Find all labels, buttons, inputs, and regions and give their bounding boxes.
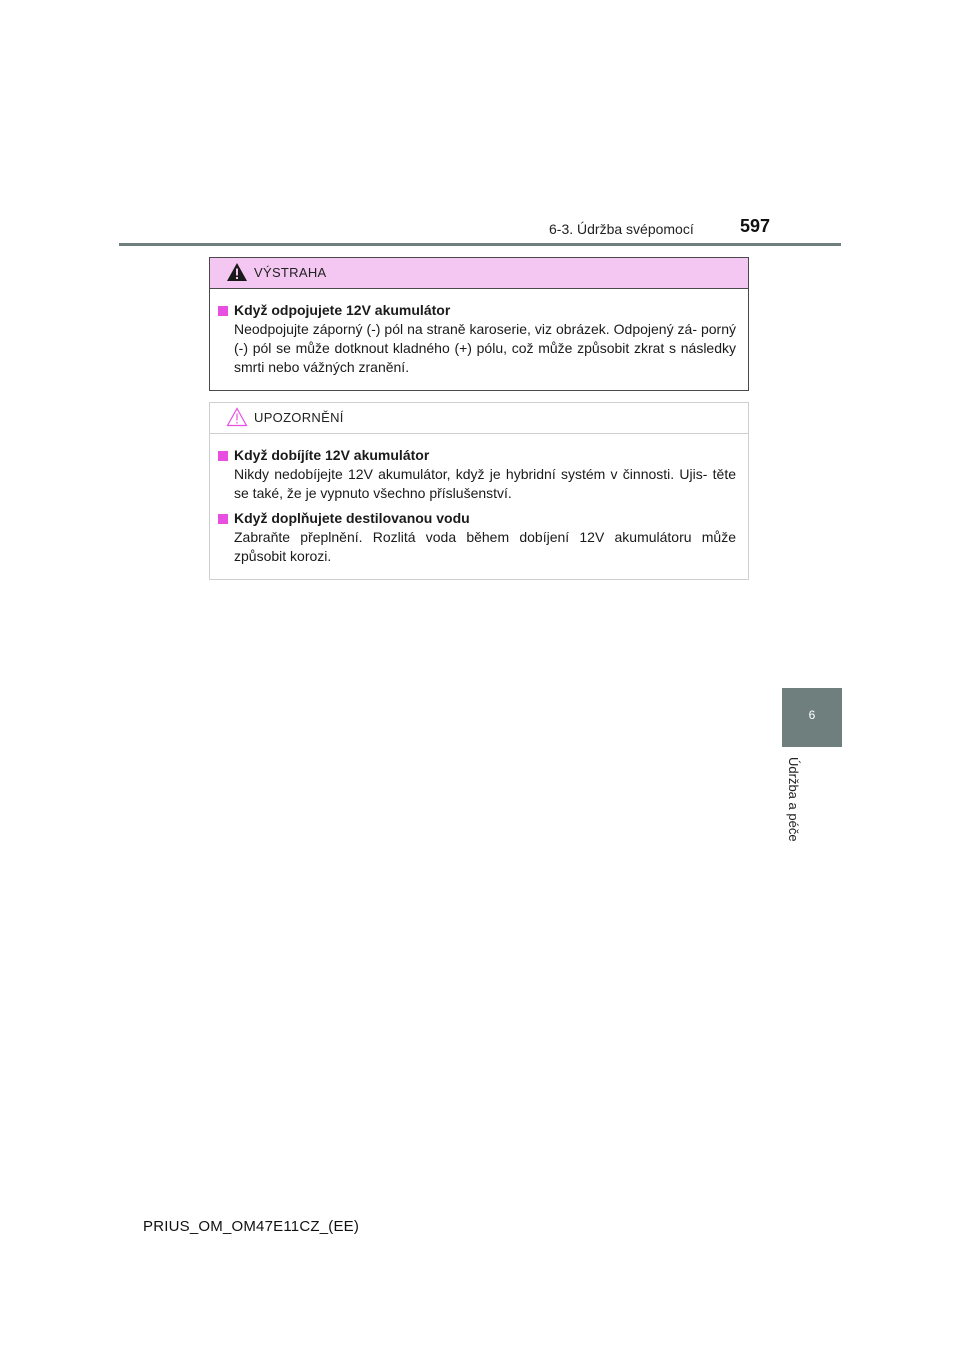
- warning-body: [210, 289, 748, 377]
- item-text: Zabraňte přeplnění. Rozlitá voda během dobíjení 12V akumulátoru může způsobit korozi.: [234, 529, 736, 564]
- page-number: 597: [740, 216, 771, 236]
- caution-triangle-outline-icon: [226, 407, 248, 427]
- item-text: Nikdy nedobíjejte 12V akumulátor, když je hybridní systém v činnosti. Ujis- těte se také, že je vypnuto všechno příslušenství.: [234, 466, 736, 501]
- warning-box: [209, 257, 749, 391]
- square-bullet-icon: [218, 451, 228, 461]
- square-bullet-icon: [218, 514, 228, 524]
- warning-triangle-filled-icon: [226, 262, 248, 282]
- caution-body: [210, 434, 748, 566]
- caution-box: [209, 402, 749, 580]
- warning-item: [218, 301, 738, 377]
- item-heading: Když doplňujete destilovanou vodu: [234, 510, 470, 526]
- caution-item: [218, 446, 738, 503]
- caution-title: UPOZORNĚNÍ: [254, 410, 344, 425]
- warning-title: VÝSTRAHA: [254, 265, 327, 280]
- header-divider: [119, 243, 841, 246]
- chapter-number: 6: [808, 708, 816, 722]
- square-bullet-icon: [218, 306, 228, 316]
- item-heading: Když dobíjíte 12V akumulátor: [234, 447, 430, 463]
- caution-item: [218, 509, 738, 566]
- caution-header: [210, 403, 748, 434]
- chapter-label: Údržba a péče: [786, 757, 801, 842]
- item-heading: Když odpojujete 12V akumulátor: [234, 302, 451, 318]
- chapter-tab: [782, 688, 842, 747]
- warning-header: [210, 258, 748, 289]
- item-text: Neodpojujte záporný (-) pól na straně karoserie, viz obrázek. Odpojený zá- porný (-) pól se může dotknout kladného (+) pólu, což může způsobit zkrat s následky smrti nebo vážných zranění.: [234, 321, 737, 375]
- document-code: PRIUS_OM_OM47E11CZ_(EE): [143, 1218, 360, 1235]
- section-title: 6-3. Údržba svépomocí: [549, 221, 694, 237]
